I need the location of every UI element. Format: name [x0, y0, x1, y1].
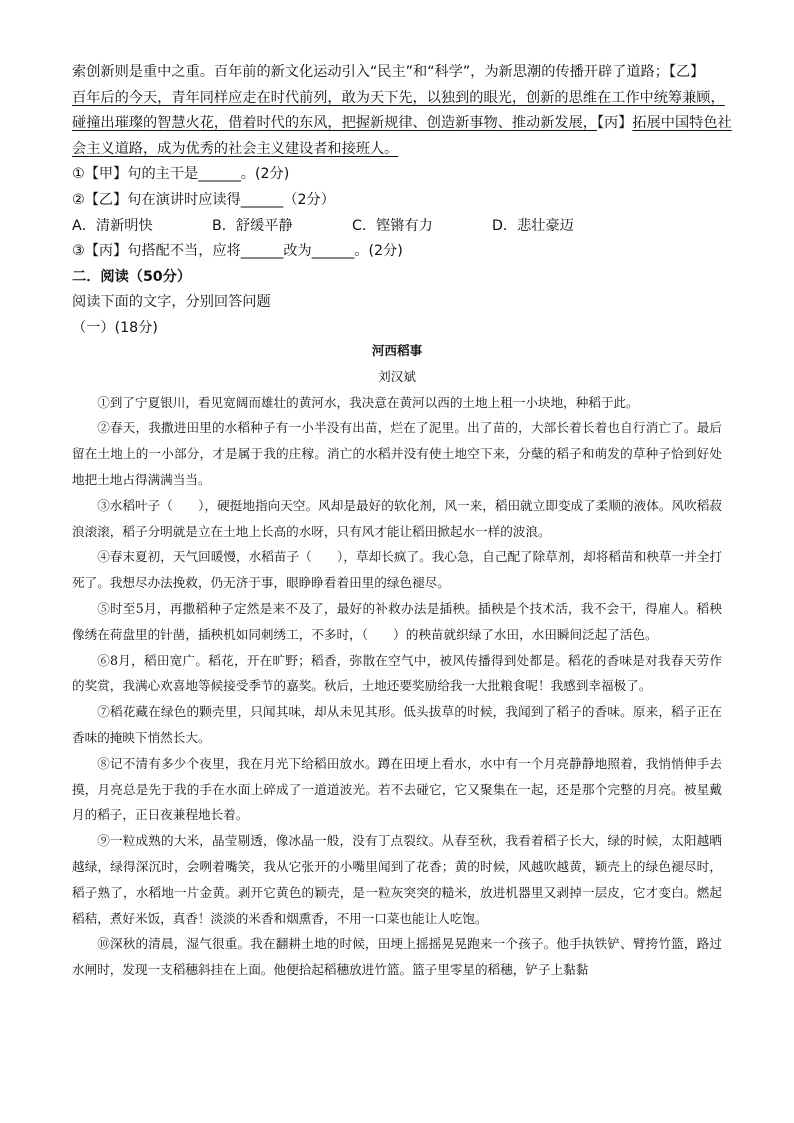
option-b: B．舒缓平静 [212, 217, 293, 234]
paragraph: ⑦稻花藏在绿色的颗壳里，只闻其味，却从未见其形。低头拔草的时候，我闻到了稻子的香味。原来，稻子正在香味的掩映下悄然长大。 [72, 704, 722, 745]
underlined-line: 百年后的今天，青年同样应走在时代前列，敢为天下先，以独到的眼光，创新的思维在工作中统筹兼顾， [72, 89, 725, 106]
paragraph: ⑩深秋的清晨，湿气很重。我在翻耕土地的时候，田埂上摇摇晃晃跑来一个孩子。他手执铁铲、臂挎竹篮，路过水闸时，发现一支稻穗斜挂在上面。他便拾起稻穗放进竹篮。篮子里零星的稻穗，铲子上黏黏 [72, 936, 722, 978]
paragraph: ①到了宁夏银川，看见宽阔而雄壮的黄河水，我决意在黄河以西的土地上租一小块地，种稻于此。 [97, 394, 639, 410]
question-section [72, 60, 732, 342]
section-heading: 二．阅读（50分） [72, 268, 192, 285]
passage-title: 河西稻事 [371, 343, 423, 358]
passage-author: 刘汉斌 [378, 368, 416, 384]
text-line [72, 111, 732, 137]
text-line: 索创新则是重中之重。百年前的新文化运动引入“民主”和“科学”，为新思潮的传播开辟了道路；【乙】 [72, 64, 705, 80]
paragraph: ③水稻叶子（ ），硬挺地指向天空。风却是最好的软化剂，风一来，稻田就立即变成了柔顺的液体。风吹稻菽浪滚滚，稻子分明就是立在土地上长高的水呀，只有风才能让稻田掀起水一样的波浪。 [72, 497, 722, 539]
underlined-segment: 碰撞出璀璨的智慧火花，借着时代的东风，把握新规律、创造新事物、推动新发展， [72, 115, 597, 132]
bracket-marker-bing: 【丙】 [596, 115, 633, 132]
paragraph: ②春天，我撒进田里的水稻种子有一小半没有出苗，烂在了泥里。出了苗的，大部长着长着也自行消亡了。最后留在土地上的一小部分，才是属于我的庄稼。消亡的水稻并没有使土地空下来，分蘖的稻子和萌发的草种子恰到好处地把土地占得满满当当。 [72, 420, 722, 487]
option-a: A．清新明快 [72, 217, 153, 234]
option-c: C．铿锵有力 [352, 217, 433, 234]
part-label: （一）(18分) [72, 319, 158, 336]
instruction: 阅读下面的文字，分别回答问题 [72, 294, 271, 311]
paragraph: ⑥8月，稻田宽广。稻花，开在旷野；稻香，弥散在空气中，被风传播得到处都是。稻花的香味是对我春天劳作的奖赏，我满心欢喜地等候接受季节的嘉奖。秋后，土地还要奖励给我一大批粮食呢！我感到幸福极了。 [72, 652, 722, 694]
underlined-line: 会主义道路，成为优秀的社会主义建设者和接班人。 [72, 140, 399, 157]
underlined-segment: 拓展中国特色社 [632, 115, 732, 132]
paragraph: ⑧记不清有多少个夜里，我在月光下给稻田放水。蹲在田埂上看水，水中有一个月亮静静地照着，我悄悄伸手去摸，月亮总是先于我的手在水面上碎成了一道道波光。若不去碰它，它又聚集在一起，还是那个完整的月亮。被星戴月的稻子，正日夜兼程地长着。 [72, 755, 722, 823]
question-1: ①【甲】句的主干是______。(2分) [72, 166, 290, 183]
reading-passage [72, 338, 722, 983]
option-d: D．悲壮豪迈 [492, 217, 574, 234]
question-2: ②【乙】句在演讲时应读得______（2分） [72, 191, 335, 208]
paragraph: ⑤时至5月，再撒稻种子定然是来不及了，最好的补救办法是插秧。插秧是个技术活，我不会干，得雇人。稻秧像绣在荷盘里的针凿，插秧机如同刺绣工，不多时，（ ）的秧苗就织绿了水田，水田瞬间泛起了活色。 [72, 600, 722, 642]
answer-options [72, 214, 732, 240]
paragraph: ⑨一粒成熟的大米，晶莹剔透，像冰晶一般，没有丁点裂纹。从春至秋，我看着稻子长大，绿的时候，太阳越晒越绿，绿得深沉时，会咧着嘴笑，我从它张开的小嘴里闻到了花香；黄的时候，风越吹越黄，颖壳上的绿色褪尽时，稻子熟了，水稻地一片金黄。剥开它黄色的颖壳，是一粒灰突突的糙米，放进机器里又剥掉一层皮，它才变白。燃起稻秸，煮好米饭，真香！淡淡的米香和烟熏香，不用一口菜也能让人吃饱。 [72, 833, 722, 926]
paragraph: ④春末夏初，天气回暖慢，水稻苗子（ ），草却长疯了。我心急，自己配了除草剂，却将稻苗和秧草一并全打死了。我想尽办法挽救，仍无济于事，眼睁睁看着田里的绿色褪尽。 [72, 549, 722, 591]
question-3: ③【丙】句搭配不当，应将______改为______。(2分) [72, 243, 403, 260]
